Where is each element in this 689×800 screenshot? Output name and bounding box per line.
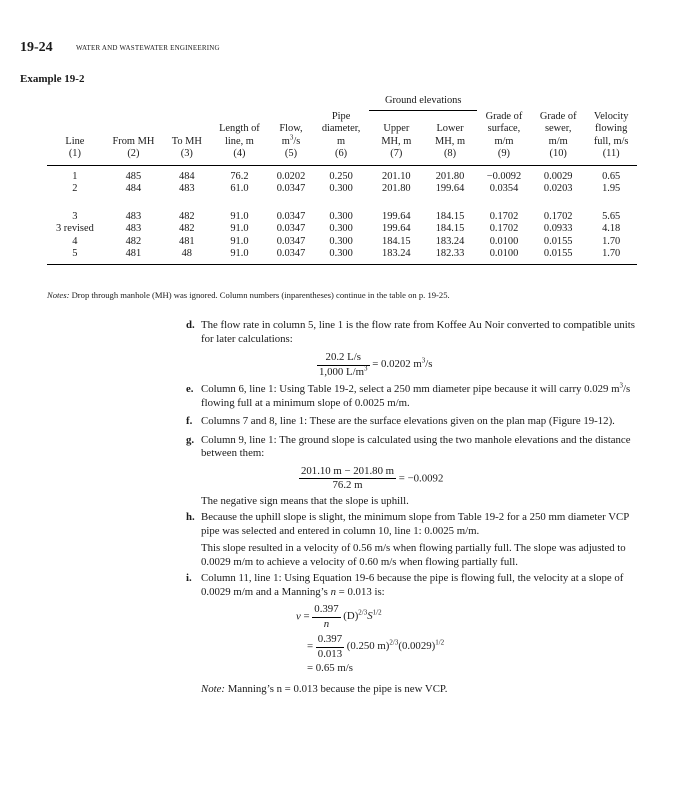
ground-elevations-header: Ground elevations (369, 94, 476, 111)
step-label: f. (186, 415, 193, 427)
numerator: 20.2 L/s (317, 351, 370, 366)
table-cell: 0.0029 (543, 170, 573, 182)
column-number: (5) (269, 148, 312, 165)
col-header-grade-sewer: Grade of sewer, m/m (539, 110, 577, 147)
fraction (299, 465, 396, 493)
spacer-cell (47, 196, 637, 211)
col-header-diameter: Pipe diameter, m (321, 110, 361, 147)
equation-i-3: = 0.65 m/s (307, 662, 353, 674)
table-cell: 483 (125, 223, 142, 234)
step-g (186, 434, 638, 461)
table-cell: 0.0203 (543, 183, 573, 194)
table-cell: 199.64 (382, 223, 411, 234)
table-cell: 0.0100 (489, 235, 519, 247)
numerator: 0.397 (312, 603, 340, 618)
col-header-line: Line (65, 135, 85, 147)
table-cell: 0.0347 (276, 235, 306, 247)
step-h (186, 511, 638, 538)
col-header-from-mh: From MH (112, 135, 155, 147)
table-cell: 5 (47, 248, 103, 264)
table-cell: 183.24 (435, 235, 465, 247)
table-cell: 61.0 (230, 183, 249, 194)
column-number: (3) (164, 148, 210, 165)
table-cell: 184.15 (435, 210, 465, 222)
table-cell: 0.0155 (531, 248, 585, 264)
col-header-flow: Flow, $m^3/s$ (279, 123, 303, 147)
table-cell: 0.1702 (489, 210, 519, 222)
denominator: 76.2 m (332, 479, 363, 491)
equation-d (317, 351, 638, 379)
numerator: 201.10 m − 201.80 m (299, 465, 396, 480)
table-cell: 91.0 (230, 210, 249, 222)
table-cell: 0.0100 (477, 248, 531, 264)
sewer-design-table (47, 94, 637, 265)
group-header-row (47, 94, 637, 111)
table-row (47, 211, 637, 224)
table-cell: 3 (72, 210, 78, 222)
column-header-row (47, 111, 637, 149)
column-number: (7) (369, 148, 423, 165)
equation-result: = 0.0202 $m^3/s$ (372, 356, 433, 371)
table-cell: 0.0347 (276, 210, 306, 222)
table-cell: 3 revised (55, 223, 94, 234)
table-cell: 201.80 (382, 183, 411, 194)
table-cell: 482 (125, 235, 142, 247)
table-row (47, 183, 637, 196)
table-cell: 182.33 (423, 248, 477, 264)
table-row (47, 248, 637, 264)
table-cell: 76.2 (230, 170, 249, 182)
equation-term: (0.250 $m)^{2/3}(0.0029)^{1/2}$ (346, 638, 445, 653)
table-cell: 481 (179, 235, 195, 247)
table-cell: 183.24 (369, 248, 423, 264)
col-header-length: Length of line, m (219, 123, 260, 147)
equation-result: = −0.0092 (398, 471, 444, 484)
table-cell: 91.0 (210, 248, 270, 264)
col-header-to-mh: To MH (171, 135, 202, 147)
table-cell: −0.0092 (486, 170, 522, 182)
table-cell: 0.300 (329, 183, 353, 194)
notes-label: Notes: (47, 290, 70, 300)
table-cell: 48 (164, 248, 210, 264)
fraction (317, 351, 370, 379)
velocity-symbol: v (296, 610, 301, 623)
step-label: d. (186, 319, 195, 331)
step-label: g. (186, 433, 195, 446)
table-notes (47, 290, 450, 300)
table-cell: 1.95 (602, 183, 621, 194)
step-label: i. (186, 572, 192, 584)
table-spacer-row (47, 196, 637, 211)
step-i (186, 572, 638, 599)
column-number: (4) (210, 148, 270, 165)
col-header-grade-surface: Grade of surface, m/m (485, 110, 523, 147)
column-number: (9) (477, 148, 531, 165)
table-cell: 91.0 (230, 223, 249, 234)
table-row (47, 223, 637, 236)
table-cell: 199.64 (382, 210, 411, 222)
table-cell: 0.0933 (543, 223, 573, 234)
table-cell: 0.0155 (543, 235, 573, 247)
step-label: e. (186, 383, 194, 395)
table-cell: 0.250 (329, 170, 353, 182)
step-text: Because the uphill slope is slight, the minimum slope from Table 19-2 for a 250 mm diameter VCP pipe was selected and entered in column 10, line 1: 0.0025 m/m. (201, 511, 629, 537)
table-cell: 184.15 (435, 223, 465, 234)
table-cell: 91.0 (230, 235, 249, 247)
column-number: (10) (531, 148, 585, 165)
column-number: (8) (423, 148, 477, 165)
table-cell: 482 (179, 210, 195, 222)
example-label: Example 19-2 (20, 73, 85, 85)
equation-i-2: = $\frac{0.397}{0.013}$ (0.250 $m)^{2/3}(0.0029)^{1/2}$ (307, 633, 445, 660)
denominator: 1,000 $L/m^3$ (319, 363, 368, 378)
table-cell: 5.65 (602, 210, 621, 222)
table-row (47, 165, 637, 183)
table-cell: 0.0347 (276, 223, 306, 234)
table-cell: 0.300 (329, 210, 353, 222)
table-cell: 483 (179, 183, 195, 194)
column-number: (11) (585, 148, 637, 165)
step-h-paragraph: This slope resulted in a velocity of 0.56 m/s when flowing partially full. The slope was adjusted to 0.0029 m/m to achieve a velocity of 0.60 m/s when flowing partially full. (201, 542, 626, 568)
table-cell: 0.0202 (276, 170, 306, 182)
table-cell: 184.15 (382, 235, 411, 247)
step-d (186, 319, 638, 346)
table-cell: 0.1702 (489, 223, 519, 234)
col-header-upper-mh: Upper MH, m (381, 123, 412, 147)
table-cell: 0.300 (329, 223, 353, 234)
table-cell: 485 (125, 170, 142, 182)
numerator: 0.397 (316, 633, 344, 648)
equation-g (299, 465, 638, 493)
column-number: (2) (103, 148, 164, 165)
notes-text: Drop through manhole (MH) was ignored. Column numbers (inparentheses) continue in the table on p. 19-25. (71, 290, 450, 300)
table-cell: 0.0347 (276, 183, 306, 194)
table-cell: 4.18 (602, 223, 621, 234)
page-number: 19-24 (20, 40, 53, 55)
table-cell: 1.70 (585, 248, 637, 264)
col-header-velocity: Velocity flowing full, m/s (593, 110, 629, 147)
manning-note: Note: Manning’s n = 0.013 because the pipe is new VCP. (201, 682, 448, 695)
table-cell: 1 (72, 170, 78, 182)
solution-steps (186, 319, 638, 696)
table-cell: 482 (179, 223, 195, 234)
step-text: The flow rate in column 5, line 1 is the flow rate from Koffee Au Noir converted to compatible units for later calculations: (201, 319, 635, 345)
table-cell: 201.10 (382, 170, 411, 182)
equation-term: $(D)^{2/3}S^{1/2}$ (343, 608, 382, 623)
running-title: WATER AND WASTEWATER ENGINEERING (76, 44, 220, 52)
table-cell: 484 (179, 170, 195, 182)
table-cell: 484 (125, 183, 142, 194)
column-number: (1) (47, 148, 103, 165)
table-cell: 0.300 (329, 235, 353, 247)
col-header-lower-mh: Lower MH, m (435, 123, 466, 147)
table-cell: 0.300 (313, 248, 370, 264)
table-row (47, 236, 637, 249)
table-cell: 0.0354 (489, 183, 519, 194)
table-cell: 201.80 (435, 170, 465, 182)
table-cell: 483 (125, 210, 142, 222)
step-label: h. (186, 511, 195, 523)
column-number: (6) (313, 148, 370, 165)
table-cell: 0.0347 (269, 248, 312, 264)
table-cell: 0.1702 (543, 210, 573, 222)
equation-i-1: v = $\frac{0.397}{n}$ $(D)^{2/3}S^{1/2}$ (296, 603, 382, 630)
table-cell: 0.65 (602, 170, 621, 182)
step-text: Column 6, line 1: Using Table 19-2, select a 250 mm diameter pipe because it will carry 0.029 $m^3/s$ flowing full at a minimum slope of 0.0025 m/m. (201, 381, 631, 409)
table-cell: 1.70 (602, 235, 621, 247)
fraction (312, 603, 340, 631)
step-e (186, 383, 638, 410)
fraction (316, 633, 344, 661)
column-number-row (47, 148, 637, 165)
step-f (186, 415, 638, 429)
table-cell: 199.64 (435, 183, 465, 194)
denominator: n (323, 617, 330, 630)
step-text: Columns 7 and 8, line 1: These are the surface elevations given on the plan map (Figure 19-12). (201, 415, 615, 427)
denominator: 0.013 (317, 647, 343, 660)
step-text: Column 9, line 1: The ground slope is calculated using the two manhole elevations and the distance between them: (201, 433, 631, 459)
table-cell: 4 (72, 235, 78, 247)
step-text: Column 11, line 1: Using Equation 19-6 because the pipe is flowing full, the velocity at a slope of 0.0029 m/m and a Manning’s n = 0.013 is: (201, 572, 624, 598)
table-cell: 2 (72, 183, 78, 194)
step-g-note: The negative sign means that the slope is uphill. (201, 494, 409, 507)
table-cell: 481 (103, 248, 164, 264)
